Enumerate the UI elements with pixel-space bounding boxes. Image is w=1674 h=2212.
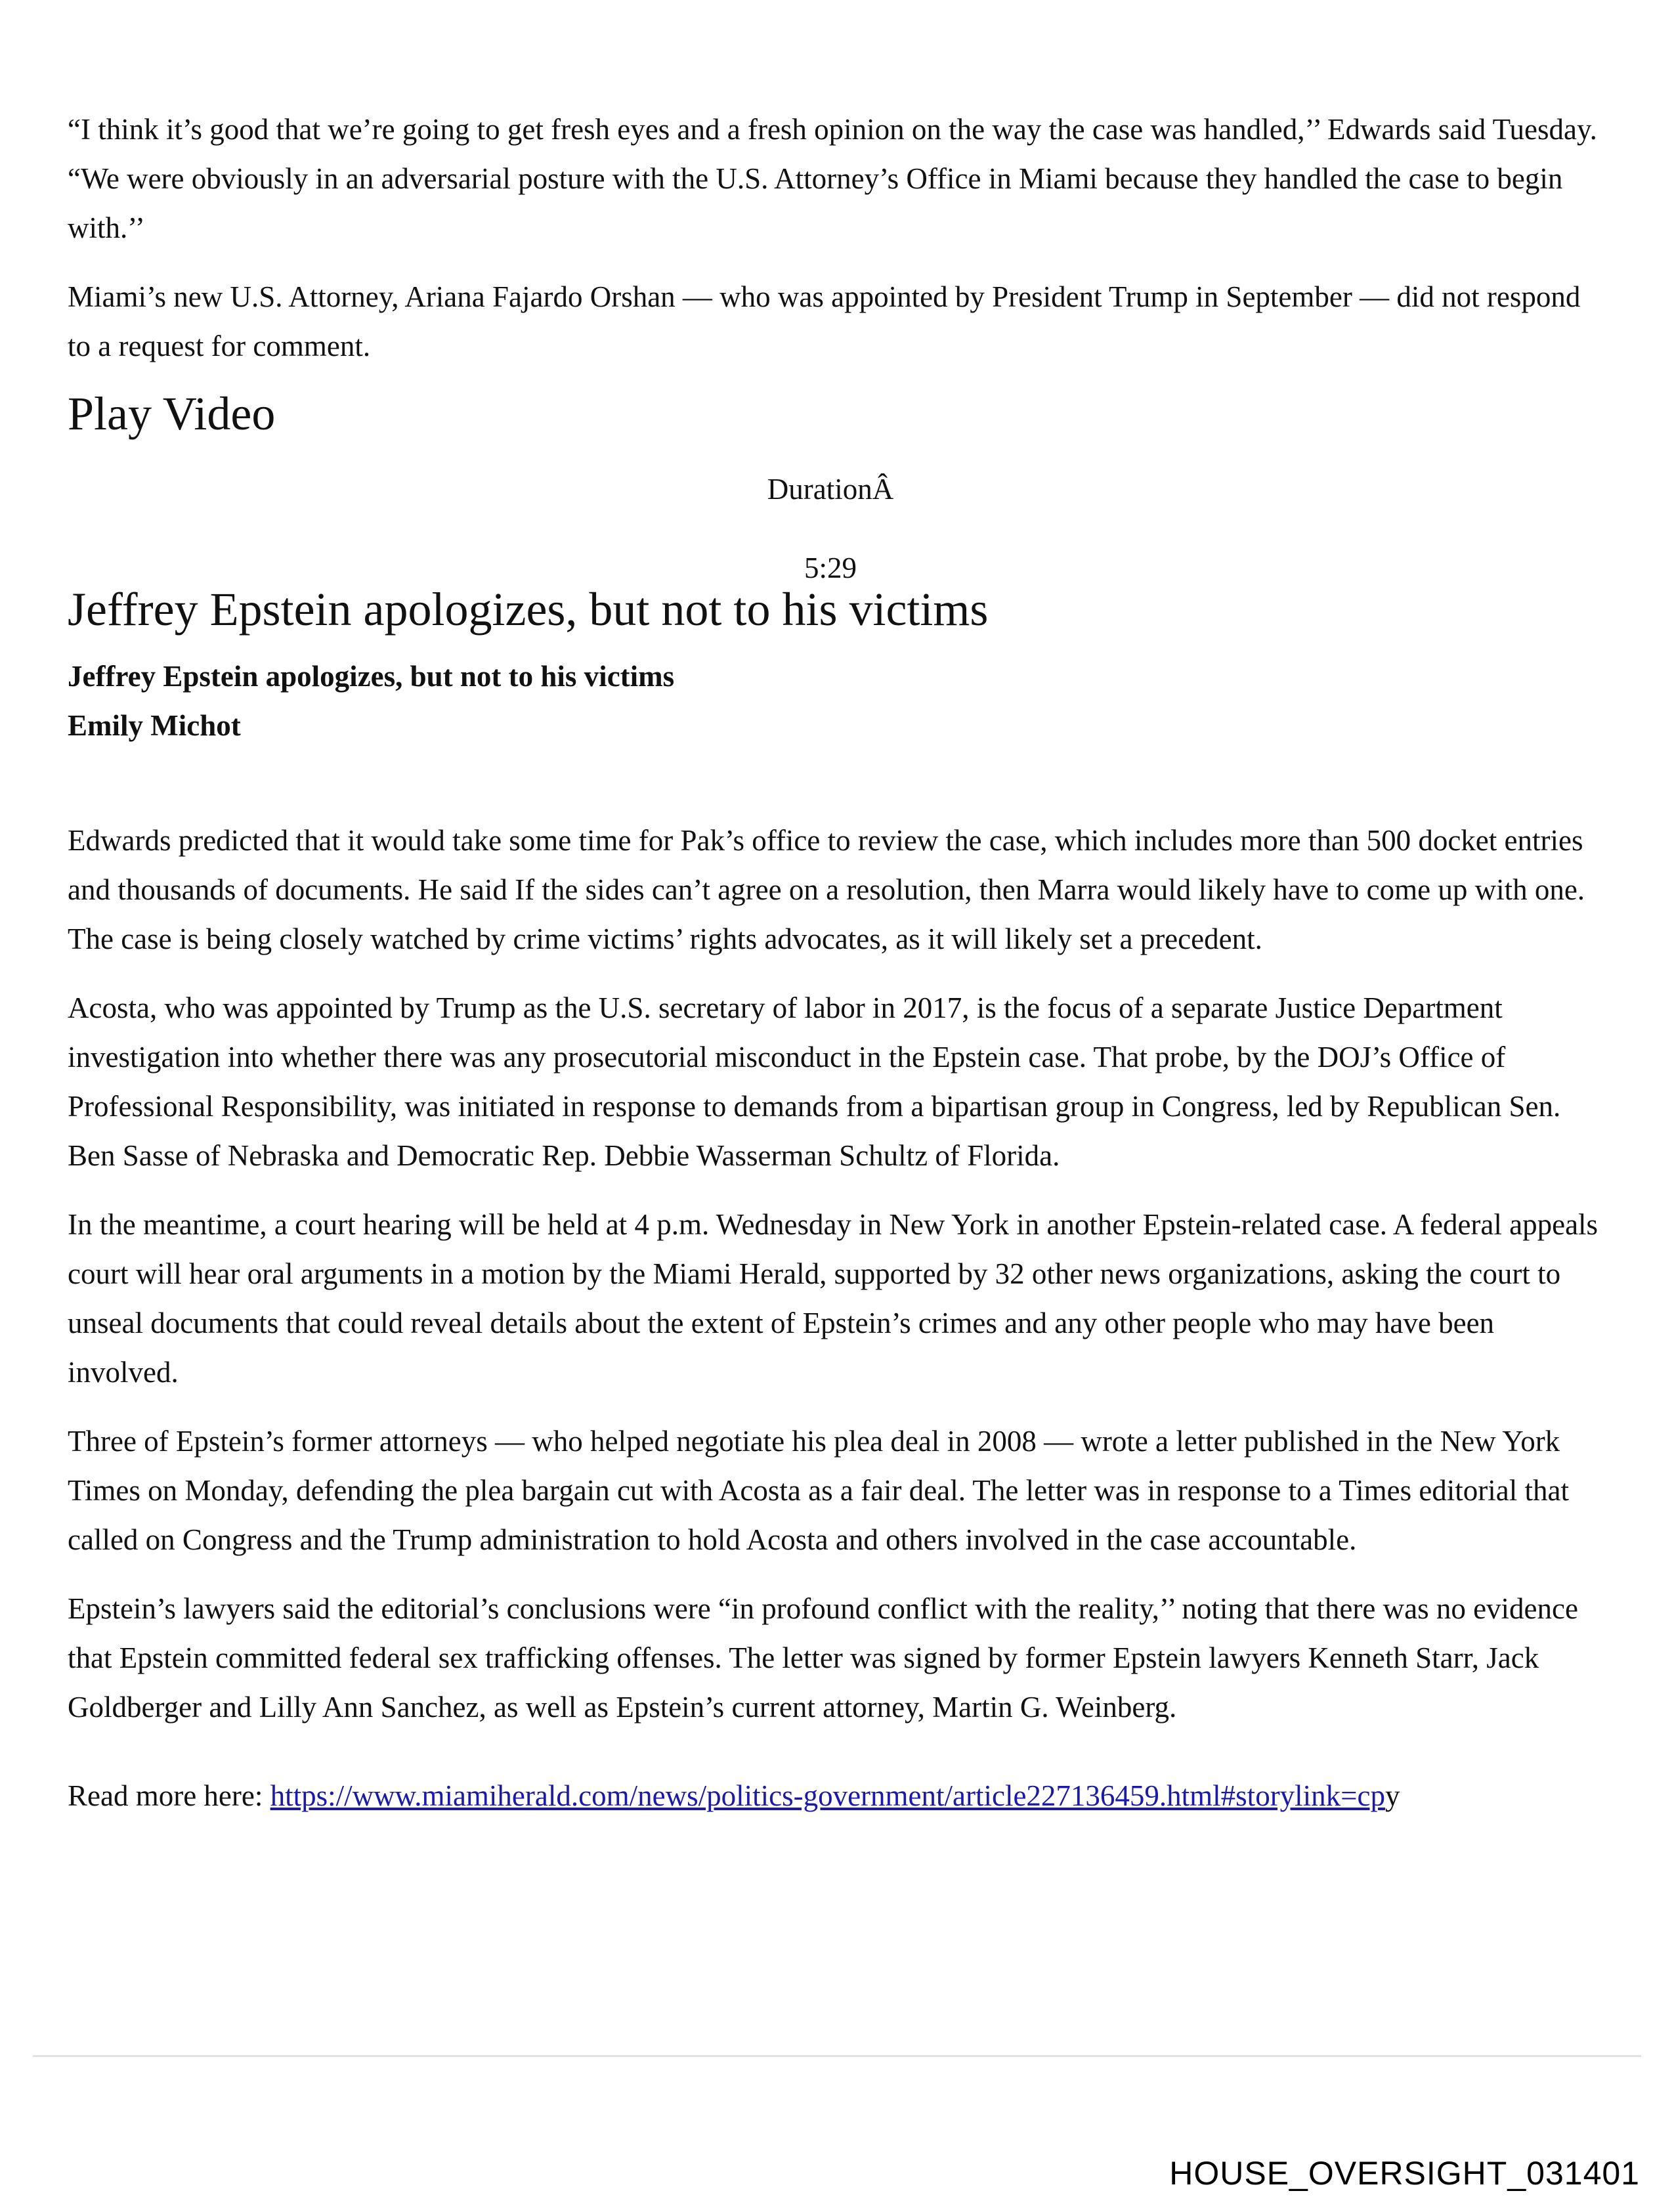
read-more-line — [68, 1771, 1610, 1821]
paragraph-lawyers-response: Epstein’s lawyers said the editorial’s conclusions were “in profound conflict with the reality,’’ noting that there was no evidence that Epstein committed federal sex trafficking offenses. The letter was signed by former Epstein lawyers Kenneth Starr, Jack Goldberger and Lilly Ann Sanchez, as well as Epstein’s current attorney, Martin G. Weinberg. — [68, 1592, 1578, 1724]
paragraph-court-hearing: In the meantime, a court hearing will be held at 4 p.m. Wednesday in New York in another Epstein-related case. A federal appeals court will hear oral arguments in a motion by the Miami Herald, supported by 32 other news organizations, asking the court to unseal documents that could reveal details about the extent of Epstein’s crimes and any other people who may have been involved. — [68, 1208, 1599, 1389]
video-caption — [68, 652, 1610, 750]
page-divider — [33, 2055, 1641, 2057]
read-more-trailing: y — [1385, 1779, 1400, 1812]
video-caption-title: Jeffrey Epstein apologizes, but not to his victims — [68, 660, 675, 693]
video-duration-label: DurationÂ — [767, 473, 894, 506]
video-title: Jeffrey Epstein apologizes, but not to his victims — [68, 583, 989, 636]
read-more-prefix: Read more here: — [68, 1779, 270, 1812]
video-caption-credit: Emily Michot — [68, 709, 241, 742]
video-duration-value: 5:29 — [804, 552, 857, 584]
article-body — [68, 105, 1610, 1821]
paragraph-pak-review: Edwards predicted that it would take some time for Pak’s office to review the case, which includes more than 500 docket entries and thousands of documents. He said If the sides can’t agree on a resolution, then Marra would likely have to come up with one. The case is being closely watched by crime victims’ rights advocates, as it will likely set a precedent. — [68, 824, 1585, 955]
paragraph-acosta-investigation: Acosta, who was appointed by Trump as the U.S. secretary of labor in 2017, is the focus of a separate Justice Department investigation into whether there was any prosecutorial misconduct in the Epstein case. That probe, by the DOJ’s Office of Professional Responsibility, was initiated in response to demands from a bipartisan group in Congress, led by Republican Sen. Ben Sasse of Nebraska and Democratic Rep. Debbie Wasserman Schultz of Florida. — [68, 991, 1561, 1172]
paragraph-us-attorney: Miami’s new U.S. Attorney, Ariana Fajardo Orshan — who was appointed by President Trump in September — did not respond to a request for comment. — [68, 280, 1581, 362]
read-more-link[interactable]: https://www.miamiherald.com/news/politics-government/article227136459.html#storylink=cp — [270, 1779, 1386, 1812]
paragraph-former-attorneys: Three of Epstein’s former attorneys — who helped negotiate his plea deal in 2008 — wrote a letter published in the New York Times on Monday, defending the plea bargain cut with Acosta as a fair deal. The letter was in response to a Times editorial that called on Congress and the Trump administration to hold Acosta and others involved in the case accountable. — [68, 1425, 1570, 1556]
paragraph-edwards-quote: “I think it’s good that we’re going to get fresh eyes and a fresh opinion on the way the case was handled,’’ Edwards said Tuesday. “We were obviously in an adversarial posture with the U.S. Attorney’s Office in Miami because they handled the case to begin with.’’ — [68, 113, 1597, 244]
document-id: HOUSE_OVERSIGHT_031401 — [1169, 2155, 1640, 2192]
play-video-link[interactable]: Play Video — [68, 387, 276, 440]
